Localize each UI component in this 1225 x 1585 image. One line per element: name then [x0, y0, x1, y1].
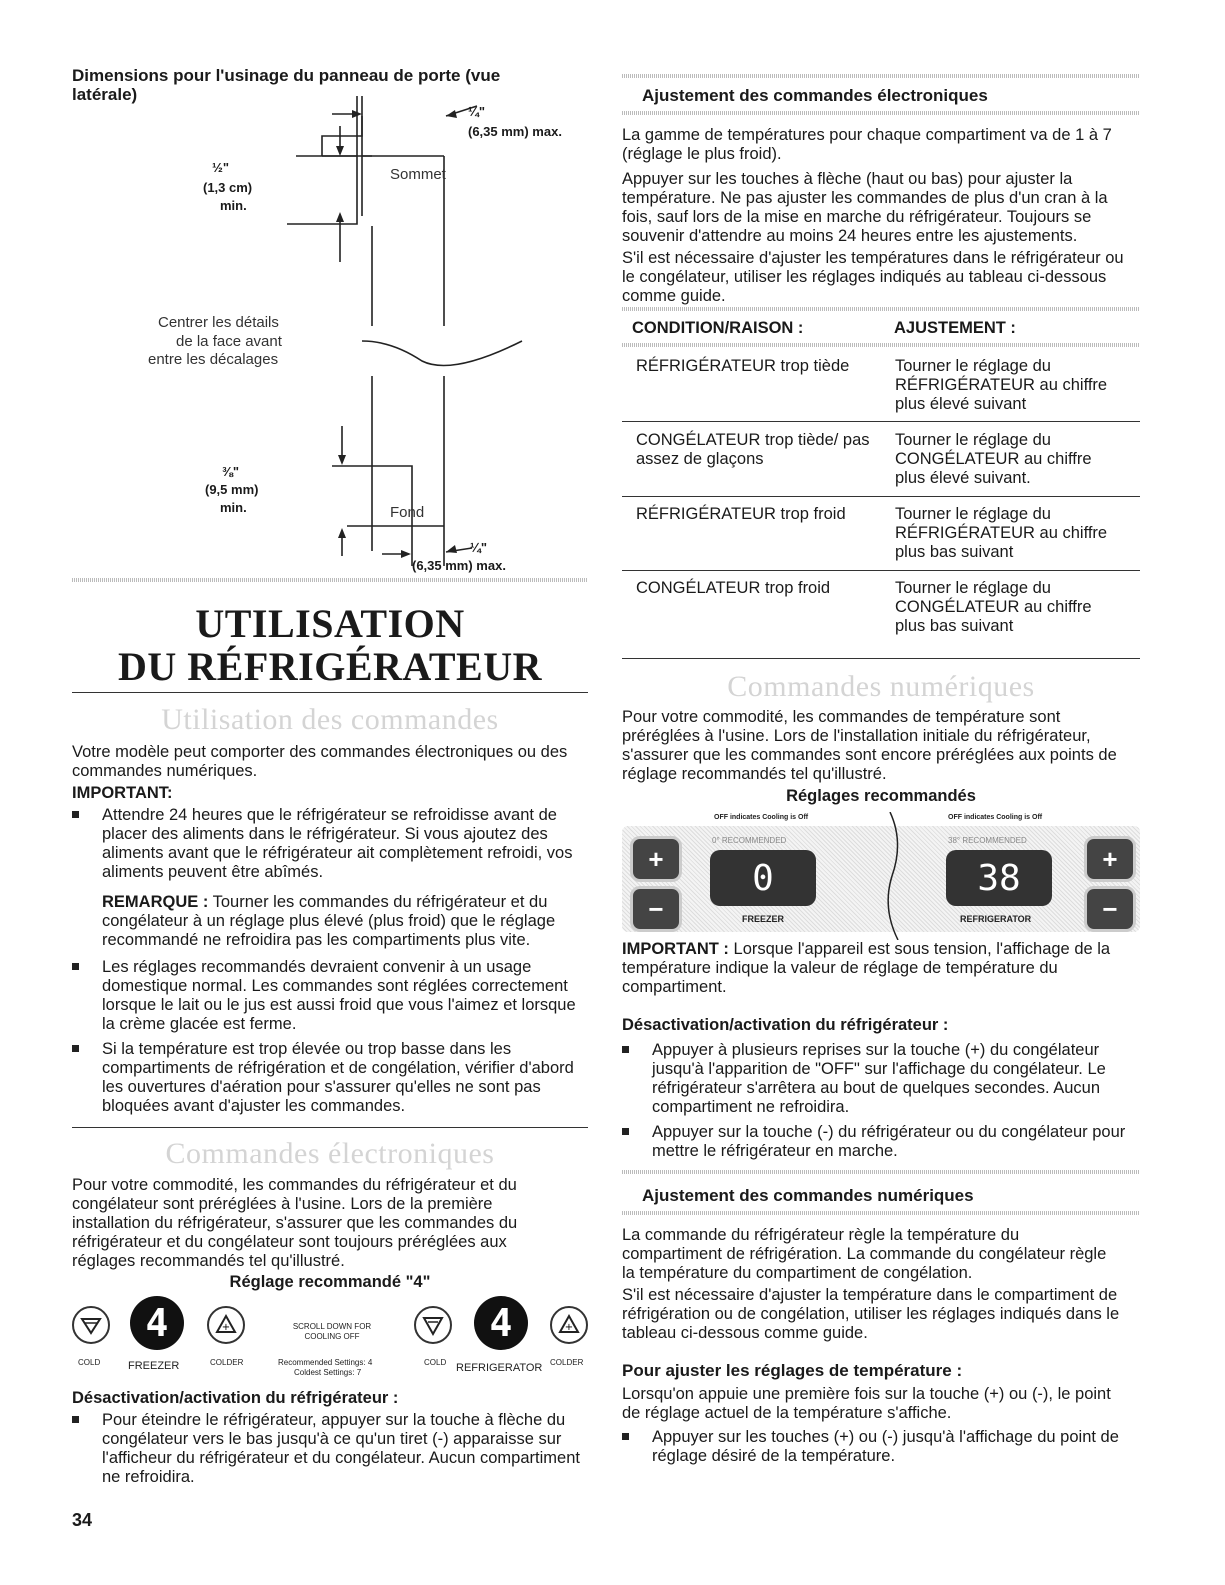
table-header-ajustement: AJUSTEMENT :: [894, 319, 1016, 337]
left-bottom-min: min.: [220, 500, 247, 515]
fridge-minus-button[interactable]: −: [1084, 886, 1136, 932]
paragraph-numeric-adjust: S'il est nécessaire d'ajuster la température dans le compartiment de réfrigération ou de congélation, utiliser les réglages indiqués dans le tableau ci-dessous comme guide.: [622, 1286, 1120, 1342]
down-arrow-button[interactable]: [414, 1306, 452, 1344]
bullet-icon: [622, 1128, 629, 1135]
dimensions-heading: Dimensions pour l'usinage du panneau de porte (vue latérale): [72, 66, 501, 104]
bottom-right-mm: (6,35 mm) max.: [412, 558, 506, 573]
cold-label: COLD: [78, 1358, 101, 1367]
down-arrow-button[interactable]: [72, 1306, 110, 1344]
panel-separator-curve: [878, 812, 908, 940]
off-indicator-right: OFF indicates Cooling is Off: [948, 814, 1043, 821]
chevron-down-icon: [80, 1314, 102, 1336]
chevron-up-icon: [209, 1308, 243, 1342]
chevron-up-icon: [552, 1308, 586, 1342]
bullet-icon: [622, 1046, 629, 1053]
cold-label: COLD: [424, 1358, 447, 1367]
svg-text:+: +: [221, 1322, 231, 1333]
remarque-text: Tourner les commandes du réfrigérateur et du congélateur à un réglage plus élevé (plus froid) que le réglage recommandé ne refroidira pas les compartiments plus vite.: [102, 893, 556, 949]
divider: [72, 578, 588, 582]
paragraph-arrows: Appuyer sur les touches à flèche (haut ou bas) pour ajuster la température. Ne pas ajuster les commandes de plus d'un cran à la fois, sauf lors de la mise en marche du réfrigérateur. Toujours se souvenir d'attendre au moins 24 heures entre les ajustements.: [622, 170, 1108, 245]
remarque-label: REMARQUE :: [102, 893, 209, 911]
table-cell-ajustement: Tourner le réglage du CONGÉLATEUR au chiffre plus élevé suivant.: [895, 431, 1092, 487]
section-title-numeriques: Commandes numériques: [727, 670, 1035, 703]
bullet1-text: Attendre 24 heures que le réfrigérateur se refroidisse avant de placer des aliments dans le réfrigérateur. Si vous ajoutez des aliments avant que le réfrigérateur ait complètement refroidi, vos aliments peuvent être abîmés.: [102, 806, 573, 881]
table-cell-condition: CONGÉLATEUR trop froid: [636, 579, 831, 597]
up-arrow-button[interactable]: [207, 1306, 245, 1344]
center-details-line2: de la face avant: [176, 333, 282, 350]
important2-text: Lorsque l'appareil est sous tension, l'affichage de la température indique la valeur de réglage de température du compartiment.: [622, 940, 1111, 996]
main-title-line2: DU RÉFRIGÉRATEUR: [118, 644, 542, 689]
fond-label: Fond: [390, 504, 425, 521]
table-cell-condition: RÉFRIGÉRATEUR trop tiède: [636, 357, 850, 375]
section-title-electroniques: Commandes électroniques: [165, 1137, 495, 1170]
divider: [622, 74, 1140, 78]
left-top-fraction: ½": [212, 160, 230, 175]
divider: [622, 343, 1140, 347]
scroll-down-line2: COOLING OFF: [304, 1332, 360, 1341]
paragraph-adjust: S'il est nécessaire d'ajuster les températures dans le réfrigérateur ou le congélateur, utiliser les réglages indiqués au tableau ci-dessous comme guide.: [622, 249, 1124, 305]
paragraph-first-press: Lorsqu'on appuie une première fois sur la touche (+) ou (-), le point de réglage actuel de la température s'affiche.: [622, 1385, 1111, 1422]
left-bottom-mm: (9,5 mm): [205, 482, 259, 497]
fridge-recommended: 38° RECOMMENDED: [948, 836, 1027, 845]
divider: [622, 307, 1140, 311]
bottom-right-fraction: ¼": [470, 540, 488, 555]
divider: [622, 496, 1140, 497]
colder-label: COLDER: [210, 1358, 244, 1367]
freezer-label: FREEZER: [128, 1360, 180, 1372]
section1-intro: Votre modèle peut comporter des commandes électroniques ou des commandes numériques.: [72, 743, 568, 780]
section-title-commandes: Utilisation des commandes: [161, 703, 499, 736]
deactivation2-bullet2: Appuyer sur la touche (-) du réfrigérateur ou du congélateur pour mettre le réfrigérateur en marche.: [652, 1123, 1126, 1160]
freezer-temp-display: 0: [710, 850, 816, 906]
table-cell-condition: CONGÉLATEUR trop tiède/ pas assez de glaçons: [636, 431, 870, 468]
freezer-digit-display: 4: [130, 1296, 184, 1350]
deactivation2-heading: Désactivation/activation du réfrigérateur :: [622, 1016, 949, 1034]
fridge-digit-display: 4: [474, 1296, 528, 1350]
deactivation-bullet: Pour éteindre le réfrigérateur, appuyer sur la touche à flèche du congélateur vers le bas jusqu'à ce qu'un tiret (-) apparaisse sur l'afficheur du réfrigérateur et du congélateur. Aucun compartiment ne refroidira.: [102, 1411, 580, 1486]
freezer-recommended: 0° RECOMMENDED: [712, 836, 787, 845]
fridge-display-area: [934, 832, 1064, 930]
center-details-line3: entre les décalages: [148, 351, 279, 368]
bullet2-text: Les réglages recommandés devraient convenir à un usage domestique normal. Les commandes sont réglées correctement lorsque le lait ou le jus est aussi froid que vous l'aimez et lorsque la crème glacée est ferme.: [102, 958, 576, 1033]
important-label: IMPORTANT:: [72, 784, 173, 802]
left-bottom-fraction: ⅜": [222, 464, 240, 479]
reglage-caption: Réglage recommandé "4": [229, 1273, 431, 1291]
pour-ajuster-heading: Pour ajuster les réglages de température :: [622, 1361, 963, 1380]
important2-label: IMPORTANT :: [622, 940, 729, 958]
table-cell-ajustement: Tourner le réglage du RÉFRIGÉRATEUR au chiffre plus bas suivant: [895, 505, 1108, 561]
scroll-down-line1: SCROLL DOWN FOR: [292, 1322, 372, 1331]
bullet-icon: [72, 1416, 79, 1423]
divider: [622, 658, 1140, 659]
paragraph-numeric-control: La commande du réfrigérateur règle la température du compartiment de réfrigération. La commande du congélateur règle la température du compartiment de congélation.: [622, 1226, 1107, 1282]
divider: [622, 1170, 1140, 1174]
divider: [622, 111, 1140, 115]
up-arrow-button[interactable]: [550, 1306, 588, 1344]
refrigerator-label: REFRIGERATOR: [960, 914, 1032, 924]
top-right-mm: (6,35 mm) max.: [468, 124, 562, 139]
chevron-down-icon: [416, 1308, 450, 1342]
refrigerator-label: REFRIGERATOR: [456, 1362, 543, 1374]
bullet-icon: [72, 963, 79, 970]
freezer-label: FREEZER: [742, 914, 785, 924]
adj-num-heading: Ajustement des commandes numériques: [642, 1186, 974, 1205]
table-cell-ajustement: Tourner le réglage du CONGÉLATEUR au chiffre plus bas suivant: [895, 579, 1092, 635]
bullet3-text: Si la température est trop élevée ou trop basse dans les compartiments de réfrigération et de congélation, vérifier d'abord les ouvertures d'aération pour s'assurer qu'elles ne sont pas bloquées avant d'ajuster les commandes.: [102, 1040, 574, 1115]
bullet-icon: [622, 1433, 629, 1440]
main-title-line1: UTILISATION: [195, 601, 465, 646]
fridge-temp-display: 38: [946, 850, 1052, 906]
deactivation-heading: Désactivation/activation du réfrigérateur :: [72, 1389, 399, 1407]
divider: [622, 421, 1140, 422]
bullet-icon: [72, 1045, 79, 1052]
section2-intro: Pour votre commodité, les commandes du réfrigérateur et du congélateur sont préréglées à l'usine. Lors de la première installation du réfrigérateur, s'assurer que les commandes du réfrigérateur et du congélateur sont toujours préréglées aux réglages recommandés tel qu'illustré.: [72, 1176, 518, 1270]
center-details-line1: Centrer les détails: [158, 314, 279, 331]
left-top-min: min.: [220, 198, 247, 213]
paragraph-range: La gamme de températures pour chaque compartiment va de 1 à 7 (réglage le plus froid).: [622, 126, 1112, 163]
last-bullet: Appuyer sur les touches (+) ou (-) jusqu'à l'affichage du point de réglage désiré de la température.: [652, 1428, 1119, 1465]
important2-paragraph: [622, 940, 1140, 997]
sommet-label: Sommet: [390, 166, 446, 183]
reglages-caption: Réglages recommandés: [786, 787, 976, 805]
divider: [622, 570, 1140, 571]
freezer-minus-button[interactable]: −: [630, 886, 682, 932]
table-cell-ajustement: Tourner le réglage du RÉFRIGÉRATEUR au chiffre plus élevé suivant: [895, 357, 1108, 413]
adj-elec-heading: Ajustement des commandes électroniques: [642, 86, 988, 105]
off-indicator-left: OFF indicates Cooling is Off: [714, 814, 809, 821]
electronic-control-panel: [72, 1296, 588, 1386]
svg-text:+: +: [564, 1322, 574, 1333]
divider: [72, 692, 588, 693]
page-number: 34: [72, 1510, 93, 1530]
divider: [622, 1211, 1140, 1215]
divider: [72, 1127, 588, 1128]
left-top-cm: (1,3 cm): [203, 180, 253, 195]
recommended-settings: Recommended Settings: 4: [278, 1358, 373, 1367]
fridge-plus-button[interactable]: +: [1084, 836, 1136, 882]
coldest-settings: Coldest Settings: 7: [294, 1368, 362, 1377]
section3-intro: Pour votre commodité, les commandes de température sont préréglées à l'usine. Lors de l'installation initiale du réfrigérateur, s'assurer que les commandes sont encore préréglées aux points de réglage recommandés tel qu'illustré.: [622, 708, 1117, 783]
digital-control-panel: [622, 812, 1140, 940]
table-header-condition: CONDITION/RAISON :: [632, 319, 804, 337]
deactivation2-bullet1: Appuyer à plusieurs reprises sur la touche (+) du congélateur jusqu'à l'apparition de "OFF" sur l'affichage du congélateur. Le réfrigérateur s'arrêtera au bout de quelques secondes. Aucun compartiment ne refroidira.: [652, 1041, 1106, 1116]
remarque-paragraph: [102, 893, 588, 950]
freezer-display-area: [698, 832, 828, 930]
freezer-plus-button[interactable]: +: [630, 836, 682, 882]
table-cell-condition: RÉFRIGÉRATEUR trop froid: [636, 505, 846, 523]
top-right-fraction: ¼": [468, 104, 486, 119]
bullet-icon: [72, 811, 79, 818]
colder-label: COLDER: [550, 1358, 584, 1367]
